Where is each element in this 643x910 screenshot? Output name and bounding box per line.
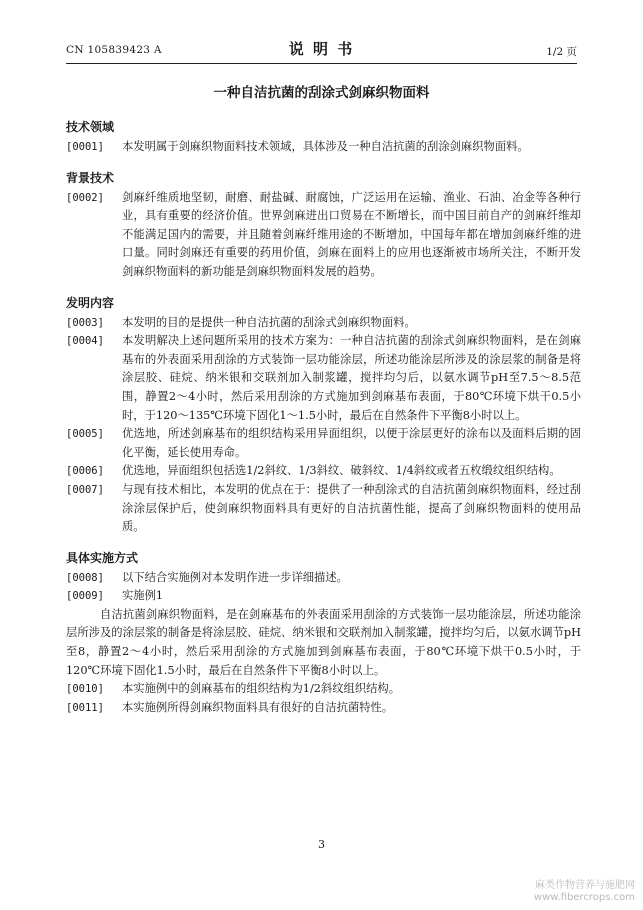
paragraph-number: [0009]	[66, 590, 104, 603]
document-type: 说 明 书	[288, 40, 355, 58]
paragraph-0002	[66, 189, 581, 282]
paragraph-0006	[66, 462, 581, 481]
paragraph-text: 与现有技术相比，本发明的优点在于：提供了一种刮涂式的自洁抗菌剑麻织物面料，经过刮涂涂层保护后，使剑麻织物面料具有更好的自洁抗菌性能，提高了剑麻织物面料的使用品质。	[122, 482, 581, 534]
paragraph-number: [0006]	[66, 465, 104, 478]
paragraph-0010	[66, 680, 581, 699]
paragraph-0011	[66, 699, 581, 718]
paragraph-0008	[66, 569, 581, 588]
paragraph-text: 剑麻纤维质地坚韧，耐磨、耐盐碱、耐腐蚀，广泛运用在运输、渔业、石油、冶金等各种行业，具有重要的经济价值。世界剑麻进出口贸易在不断增长，而中国目前自产的剑麻纤维却不能满足国内的需要，并且随着剑麻纤维用途的不断增加，中国每年都在增加剑麻纤维的进口量。同时剑麻还有重要的药用价值，剑麻在面料上的应用也逐渐被市场所关注，不断开发剑麻织物面料的新功能是剑麻织物面料发展的趋势。	[122, 190, 581, 278]
paragraph-0004	[66, 332, 581, 425]
example-1-body: 自洁抗菌剑麻织物面料，是在剑麻基布的外表面采用刮涂的方式装饰一层功能涂层，所述功能涂层所涉及的涂层浆的制备是将涂层胶、硅烷、纳米银和交联剂加入制浆罐，搅拌均匀后，以氨水调节pH至8，静置2～4小时，然后采用刮涂的方式施加到剑麻基布表面，于80℃环境下烘干0.5小时，于120℃环境下固化1.5小时，最后在自然条件下平衡8小时以上。	[66, 607, 581, 677]
paragraph-number: [0005]	[66, 428, 104, 441]
paragraph-0003	[66, 314, 581, 333]
paragraph-text: 优选地，所述剑麻基布的组织结构采用异面组织，以便于涂层更好的涂布以及面料后期的固化平衡，延长使用寿命。	[122, 427, 581, 459]
section-heading-embodiment: 具体实施方式	[66, 550, 139, 565]
paragraph-text: 优选地，异面组织包括选1/2斜纹、1/3斜纹、破斜纹、1/4斜纹或者五枚缎纹组织结构。	[122, 464, 561, 478]
paragraph-text: 以下结合实施例对本发明作进一步详细描述。	[122, 570, 348, 584]
paragraph-text: 本发明解决上述问题所采用的技术方案为：一种自洁抗菌的刮涂式剑麻织物面料，是在剑麻基布的外表面采用刮涂的方式装饰一层功能涂层，所述功能涂层所涉及的涂层浆的制备是将涂层胶、硅烷、纳米银和交联剂加入制浆罐，搅拌均匀后，以氨水调节pH至7.5～8.5范围，静置2～4小时，然后采用刮涂的方式施加到剑麻基布表面，于80℃环境下烘干0.5小时，于120～135℃环境下固化1～1.5小时，最后在自然条件下平衡8小时以上。	[122, 334, 581, 422]
paragraph-0009	[66, 587, 581, 606]
paragraph-0007	[66, 481, 581, 537]
paragraph-number: [0008]	[66, 571, 104, 584]
paragraph-0005	[66, 425, 581, 462]
paragraph-number: [0007]	[66, 483, 104, 496]
document-title: 一种自洁抗菌的刮涂式剑麻织物面料	[213, 85, 430, 101]
section-heading-invention: 发明内容	[66, 295, 115, 310]
section-heading-tech-field: 技术领域	[66, 120, 115, 134]
paragraph-text: 本发明的目的是提供一种自洁抗菌的刮涂式剑麻织物面料。	[122, 315, 416, 329]
paragraph-text: 本实施例中的剑麻基布的组织结构为1/2斜纹组织结构。	[122, 682, 401, 696]
header-divider	[66, 63, 577, 64]
paragraph-number: [0004]	[66, 335, 104, 348]
watermark-url: www.fibercrops.com	[533, 892, 635, 903]
page-header	[66, 38, 577, 62]
paragraph-text: 本发明属于剑麻织物面料技术领域，具体涉及一种自洁抗菌的刮涂剑麻织物面料。	[122, 140, 529, 153]
section-heading-background: 背景技术	[66, 170, 115, 185]
paragraph-0001	[66, 138, 581, 157]
paragraph-text: 本实施例所得剑麻织物面料具有很好的自洁抗菌特性。	[122, 700, 394, 714]
paragraph-number: [0010]	[66, 683, 104, 696]
paragraph-number: [0011]	[66, 701, 104, 714]
page-info: 1/2 页	[546, 46, 577, 58]
patent-number: CN 105839423 A	[66, 44, 162, 56]
paragraph-number: [0001]	[66, 141, 104, 153]
document-body	[66, 118, 581, 717]
paragraph-number: [0002]	[66, 191, 104, 204]
page-number: 3	[318, 838, 325, 851]
example-heading: 实施例1	[122, 589, 164, 603]
paragraph-number: [0003]	[66, 316, 104, 329]
watermark	[534, 880, 635, 904]
watermark-site-name: 麻类作物营养与施肥网	[535, 880, 635, 891]
